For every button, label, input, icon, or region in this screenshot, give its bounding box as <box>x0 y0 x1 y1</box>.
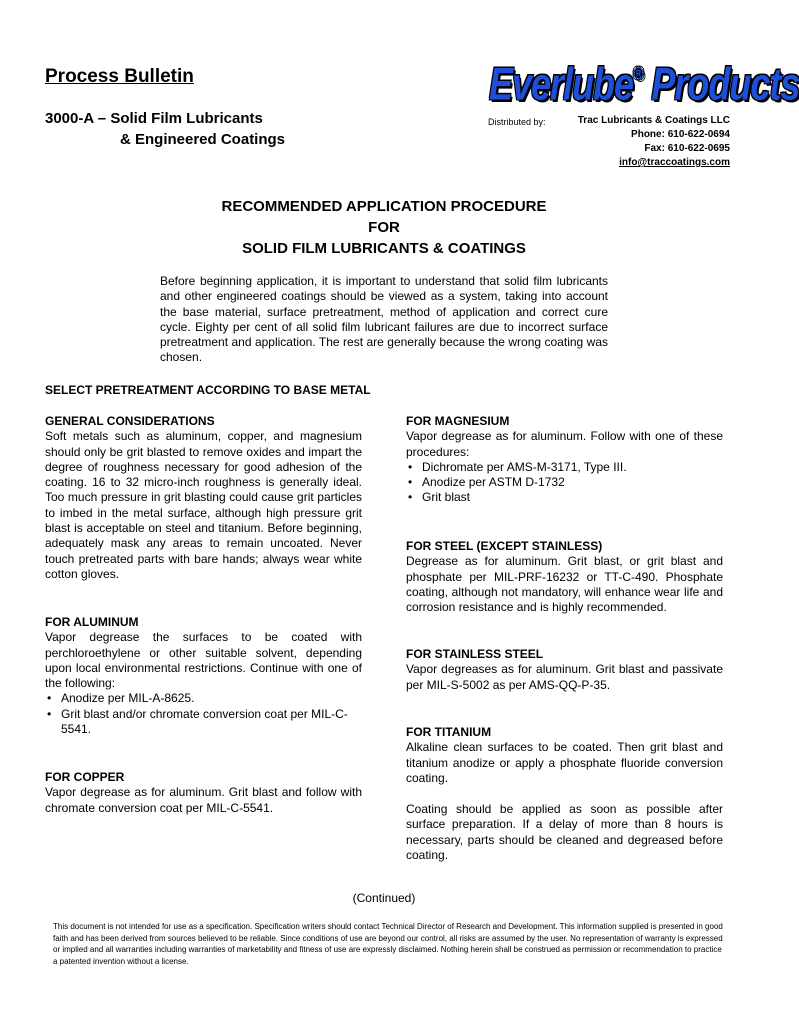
section-titanium <box>406 725 723 786</box>
logo-text: Everlube <box>489 58 634 110</box>
disclaimer-text: This document is not intended for use as a specification. Specification writers should contact Technical Director of Research and Development. This information supplied is presented in good faith and has been derived from sources believed to be reliable. Since conditions of use are beyond our control, all risks are assumed by the user. No representation of warranty is expressed or implied and all warranties including warranties of marketability and fitness of use are expressly disclaimed. Nothing herein shall be construed as permission or recommendation to practice a patented invention without a license. <box>53 922 723 966</box>
list-item: • Dichromate per AMS-M-3171, Type III. <box>406 460 723 475</box>
list-item: • Anodize per MIL-A-8625. <box>45 691 362 706</box>
section-body: Vapor degreases as for aluminum. Grit blast and passivate per MIL-S-5002 as per AMS-QQ-P-35. <box>406 662 723 692</box>
everlube-logo <box>489 58 799 111</box>
page-title: Process Bulletin <box>45 66 194 87</box>
section-body: Vapor degrease the surfaces to be coated with perchloroethylene or other suitable solvent, depending upon local environmental restrictions. Continue with one of the following: <box>45 630 362 691</box>
main-heading-line1: RECOMMENDED APPLICATION PROCEDURE <box>221 198 547 215</box>
distributor-fax: Fax: 610-622-0695 <box>644 143 730 154</box>
section-heading: FOR STEEL (EXCEPT STAINLESS) <box>406 539 603 553</box>
titanium-coating-note: Coating should be applied as soon as possible after surface preparation. If a delay of more than 8 hours is necessary, parts should be cleaned and degreased before coating. <box>406 802 723 862</box>
distributor-name: Trac Lubricants & Coatings LLC <box>577 115 730 126</box>
section-copper <box>45 770 362 816</box>
section-heading: FOR STAINLESS STEEL <box>406 647 544 661</box>
bulletin-subtitle-line1: 3000-A – Solid Film Lubricants <box>45 110 263 127</box>
distributed-by-label: Distributed by: <box>488 117 546 127</box>
section-magnesium <box>406 414 723 506</box>
section-body: Vapor degrease as for aluminum. Grit blast and follow with chromate conversion coat per MIL-C-5541. <box>45 785 362 815</box>
section-heading: FOR MAGNESIUM <box>406 414 510 428</box>
section-body: Vapor degrease as for aluminum. Follow with one of these procedures: <box>406 429 723 459</box>
section-general-considerations <box>45 414 362 582</box>
list-item: • Anodize per ASTM D-1732 <box>406 475 723 490</box>
list-item: • Grit blast <box>406 490 723 505</box>
section-heading: GENERAL CONSIDERATIONS <box>45 414 215 428</box>
continued-label: (Continued) <box>352 891 416 905</box>
main-heading-line3: SOLID FILM LUBRICANTS & COATINGS <box>242 240 526 257</box>
section-heading: FOR ALUMINUM <box>45 615 139 629</box>
section-heading: FOR TITANIUM <box>406 725 492 739</box>
list-item: • Grit blast and/or chromate conversion coat per MIL-C-5541. <box>45 707 362 738</box>
section-steel <box>406 539 723 615</box>
distributor-block <box>578 114 730 170</box>
logo-text-products: Products <box>642 58 799 110</box>
section-stainless-steel <box>406 647 723 693</box>
main-heading-line2: FOR <box>368 219 400 236</box>
registered-mark: ® <box>633 63 643 83</box>
section-heading: FOR COPPER <box>45 770 125 784</box>
section-body: Soft metals such as aluminum, copper, and magnesium should only be grit blasted to remove oxides and impart the degree of roughness necessary for good adhesion of the coating. 16 to 32 micro-inch roughness is generally ideal. Too much pressure in grit blasting could cause grit particles to imbed in the metal surface, although high pressure grit blast is acceptable on steel and titanium. Before beginning, adequately mask any areas to remain uncoated. Never touch pretreated parts with bare hands; always wear white cotton gloves. <box>45 429 362 581</box>
distributor-phone: Phone: 610-622-0694 <box>631 129 730 140</box>
section-body: Alkaline clean surfaces to be coated. Then grit blast and titanium anodize or apply a phosphate fluoride conversion coating. <box>406 740 723 785</box>
section-heading-select-pretreatment: SELECT PRETREATMENT ACCORDING TO BASE METAL <box>45 383 371 397</box>
section-body: Degrease as for aluminum. Grit blast, or grit blast and phosphate per MIL-PRF-16232 or TT-C-490. Phosphate coating, although not mandatory, will enhance wear life and corrosion resistance and is highly recommended. <box>406 554 723 615</box>
intro-paragraph: Before beginning application, it is important to understand that solid film lubricants and other engineered coatings should be viewed as a system, taking into account the base material, surface pretreatment, method of application and correct cure cycle. Eighty per cent of all solid film lubricant failures are due to incorrect surface pretreatment and application. The rest are generally because the wrong coating was chosen. <box>160 274 608 365</box>
bulletin-subtitle-line2: & Engineered Coatings <box>120 131 286 148</box>
section-aluminum <box>45 615 362 737</box>
distributor-email-link[interactable]: info@traccoatings.com <box>619 157 730 168</box>
